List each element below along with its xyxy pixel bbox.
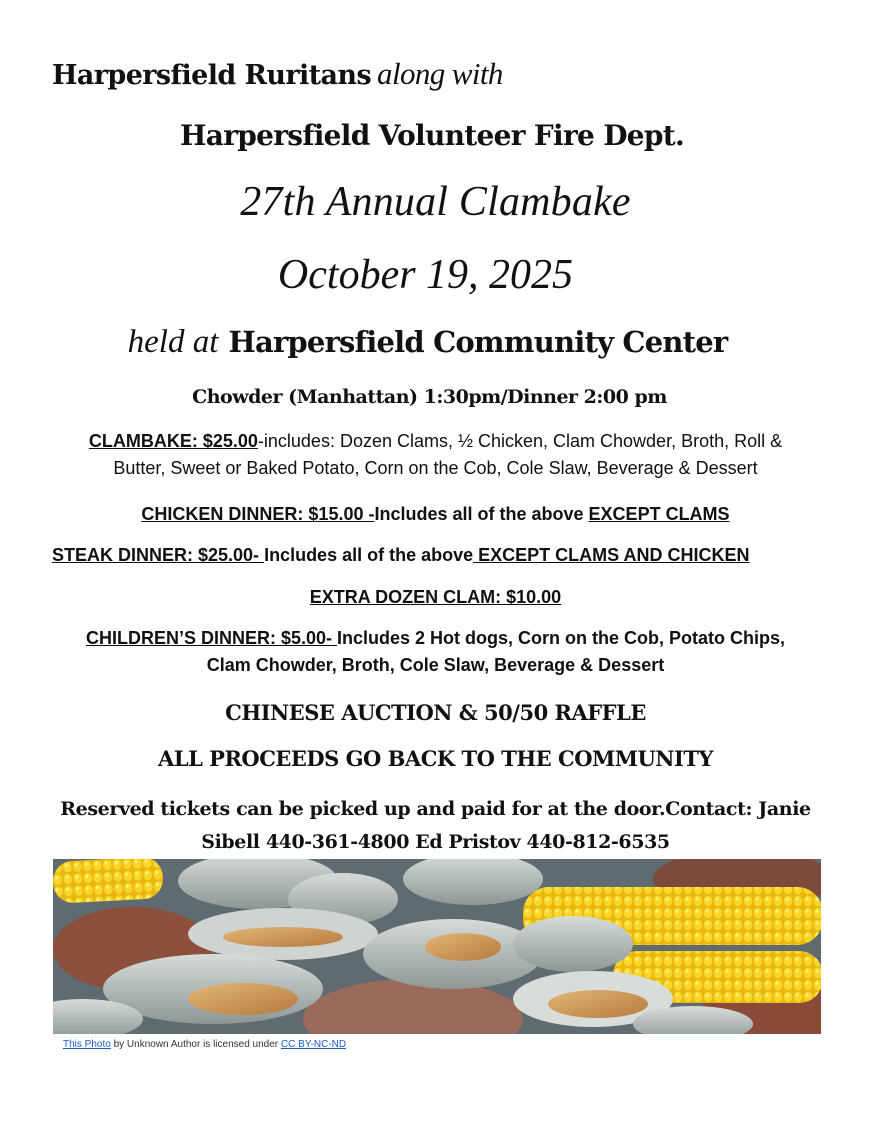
chicken-desc: Includes all of the above: [374, 504, 589, 524]
event-title: 27th Annual Clambake: [240, 179, 631, 225]
children-line-1: [0, 625, 871, 652]
clambake-desc-1: -includes: Dozen Clams, ½ Chicken, Clam Chowder, Broth, Roll &: [257, 431, 783, 451]
license-link[interactable]: CC BY-NC-ND: [280, 1039, 347, 1050]
clambake-label: CLAMBAKE: $25.00: [88, 431, 258, 451]
chicken-item: [0, 501, 871, 528]
children-desc-1: Includes 2 Hot dogs, Corn on the Cob, Potato Chips,: [337, 628, 786, 648]
children-label: CHILDREN’S DINNER: $5.00-: [85, 628, 338, 648]
steak-label: STEAK DINNER: $25.00-: [52, 545, 265, 565]
reserved-line-1: Reserved tickets can be picked up and paid for at the door.Contact: Janie: [60, 798, 811, 820]
clambake-line-1: [0, 428, 871, 455]
venue-line: [0, 324, 863, 361]
children-desc-2: Clam Chowder, Broth, Cole Slaw, Beverage & Dessert: [206, 655, 665, 675]
clambake-desc-2: Butter, Sweet or Baked Potato, Corn on the Cob, Cole Slaw, Beverage & Dessert: [113, 458, 758, 478]
cohost-line: Harpersfield Volunteer Fire Dept.: [180, 119, 685, 152]
chicken-except: EXCEPT CLAMS: [588, 504, 730, 524]
host-line: [52, 56, 503, 92]
schedule-line: Chowder (Manhattan) 1:30pm/Dinner 2:00 pm: [192, 386, 667, 408]
photo-caption: [63, 1039, 346, 1050]
reserved-tickets: [0, 793, 871, 859]
clambake-item: [0, 428, 871, 482]
venue-prefix: held at: [127, 324, 219, 360]
steak-except: EXCEPT CLAMS AND CHICKEN: [473, 545, 750, 565]
auction-line: CHINESE AUCTION & 50/50 RAFFLE: [225, 700, 646, 725]
extra-clam-item: EXTRA DOZEN CLAM: $10.00: [309, 587, 562, 607]
steak-item: [52, 542, 749, 569]
chicken-label: CHICKEN DINNER: $15.00 -: [141, 504, 375, 524]
children-item: [0, 625, 871, 679]
proceeds-line: ALL PROCEEDS GO BACK TO THE COMMUNITY: [158, 746, 713, 771]
host-along-with: along with: [377, 56, 503, 91]
steak-desc: Includes all of the above: [264, 545, 474, 565]
reserved-line-2: Sibell 440-361-4800 Ed Pristov 440-812-6535: [201, 831, 670, 853]
event-date: October 19, 2025: [277, 252, 574, 298]
host-name: Harpersfield Ruritans: [52, 60, 372, 91]
venue-name: Harpersfield Community Center: [228, 325, 728, 359]
clambake-photo: [53, 859, 821, 1034]
clams-corn-illustration: [53, 859, 821, 1034]
caption-text: by Unknown Author is licensed under: [110, 1039, 281, 1050]
photo-credit-link[interactable]: This Photo: [63, 1039, 111, 1050]
